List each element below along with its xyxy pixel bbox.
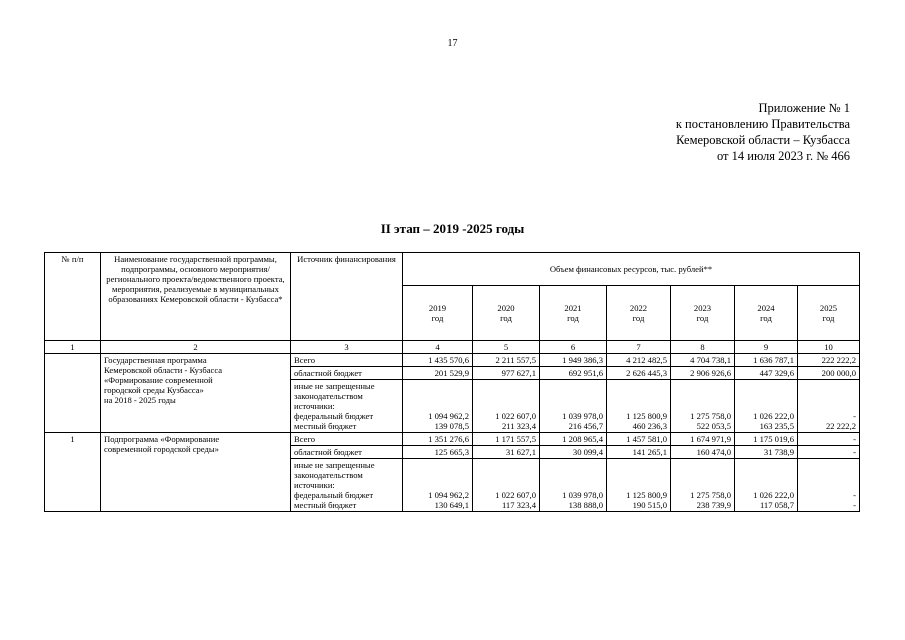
value-regional: 201 529,9 <box>403 367 473 380</box>
value-federal: 1 039 978,0 <box>562 490 603 500</box>
appendix-line: Кемеровской области – Кузбасса <box>676 133 850 147</box>
appendix-block <box>612 100 850 164</box>
value-total: - <box>798 433 860 446</box>
value-other <box>473 459 540 512</box>
row-number <box>45 354 101 433</box>
header-year-value: 2020 <box>497 303 515 313</box>
value-federal: 1 275 758,0 <box>690 490 731 500</box>
header-year-unit: год <box>760 313 772 323</box>
header-year <box>798 286 860 341</box>
value-local: 238 739,9 <box>696 500 731 510</box>
source-other <box>291 459 403 512</box>
value-total: 1 435 570,6 <box>403 354 473 367</box>
value-regional: 31 738,9 <box>735 446 798 459</box>
column-number: 9 <box>735 341 798 354</box>
value-other <box>540 380 607 433</box>
header-year <box>473 286 540 341</box>
header-year-value: 2023 <box>693 303 712 313</box>
source-other-line: иные не запрещенные <box>294 381 375 391</box>
value-local: 117 323,4 <box>501 500 536 510</box>
header-year-unit: год <box>567 313 579 323</box>
header-year-unit: год <box>696 313 709 323</box>
column-number: 4 <box>403 341 473 354</box>
value-regional: 692 951,6 <box>540 367 607 380</box>
value-federal: 1 275 758,0 <box>690 411 731 421</box>
header-year-value: 2025 <box>819 303 838 313</box>
header-year <box>671 286 735 341</box>
source-total: Всего <box>291 433 403 446</box>
row-number: 1 <box>45 433 101 512</box>
value-other <box>671 380 735 433</box>
value-local: 190 515,0 <box>632 500 667 510</box>
appendix-line: от 14 июля 2023 г. № 466 <box>716 149 850 163</box>
value-regional: 447 329,6 <box>735 367 798 380</box>
column-number: 8 <box>671 341 735 354</box>
column-number: 5 <box>473 341 540 354</box>
value-other <box>798 459 860 512</box>
appendix-line: к постановлению Правительства <box>675 117 850 131</box>
source-regional: областной бюджет <box>291 446 403 459</box>
value-other <box>671 459 735 512</box>
value-federal: - <box>853 411 857 421</box>
appendix-line: Приложение № 1 <box>758 101 850 115</box>
value-regional: 31 627,1 <box>473 446 540 459</box>
value-local: 139 078,5 <box>434 421 469 431</box>
value-federal: 1 094 962,2 <box>428 411 469 421</box>
value-regional: - <box>798 446 860 459</box>
value-federal: 1 022 607,0 <box>495 490 536 500</box>
header-source: Источник финансирования <box>291 253 403 341</box>
value-total: 1 208 965,4 <box>540 433 607 446</box>
value-total: 1 674 971,9 <box>671 433 735 446</box>
header-year-value: 2019 <box>428 303 447 313</box>
value-other <box>540 459 607 512</box>
header-year-value: 2021 <box>564 303 582 313</box>
row-name-line: современной городской среды» <box>104 444 219 454</box>
header-volume: Объем финансовых ресурсов, тыс. рублей** <box>403 253 860 286</box>
header-year <box>607 286 671 341</box>
value-total: 4 212 482,5 <box>607 354 671 367</box>
source-local: местный бюджет <box>294 500 357 510</box>
value-federal: 1 026 222,0 <box>753 411 794 421</box>
header-year-unit: год <box>431 313 444 323</box>
source-other-line: иные не запрещенные <box>294 460 375 470</box>
value-federal: 1 094 962,2 <box>428 490 469 500</box>
header-year <box>403 286 473 341</box>
value-total: 222 222,2 <box>798 354 860 367</box>
value-total: 1 171 557,5 <box>473 433 540 446</box>
value-federal: 1 125 800,9 <box>626 411 667 421</box>
value-local: 163 235,5 <box>759 421 794 431</box>
header-year-value: 2022 <box>629 303 648 313</box>
column-number: 7 <box>607 341 671 354</box>
value-total: 2 211 557,5 <box>473 354 540 367</box>
column-number: 1 <box>45 341 101 354</box>
stage-title: II этап – 2019 -2025 годы <box>380 221 525 236</box>
source-other-line: источники: <box>294 480 335 490</box>
value-local: 216 456,7 <box>568 421 603 431</box>
source-other-line: законодательством <box>294 470 363 480</box>
value-local: 138 888,0 <box>568 500 603 510</box>
source-other-line: источники: <box>294 401 335 411</box>
value-total: 1 351 276,6 <box>403 433 473 446</box>
page-number: 17 <box>447 38 458 49</box>
value-total: 1 949 386,3 <box>540 354 607 367</box>
value-regional: 977 627,1 <box>473 367 540 380</box>
source-federal: федеральный бюджет <box>294 411 374 421</box>
value-total: 1 175 019,6 <box>735 433 798 446</box>
row-name-line: Государственная программа <box>104 355 207 365</box>
value-regional: 125 665,3 <box>403 446 473 459</box>
value-local: 130 649,1 <box>434 500 469 510</box>
value-regional: 160 474,0 <box>671 446 735 459</box>
value-federal: 1 022 607,0 <box>495 411 536 421</box>
column-number: 3 <box>291 341 403 354</box>
value-federal: 1 039 978,0 <box>562 411 603 421</box>
value-other <box>403 459 473 512</box>
header-num: № п/п <box>45 253 101 341</box>
value-local: 211 323,4 <box>501 421 536 431</box>
header-name: Наименование государственной программы, подпрограммы, основного мероприятия/регионального проекта/ведомственного проекта, мероприятия, реализуемые в муниципальных образованиях Кемеровской области - Кузбасса* <box>101 253 291 341</box>
value-total: 1 457 581,0 <box>607 433 671 446</box>
value-local: 22 222,2 <box>825 421 857 431</box>
row-name-line: «Формирование современной <box>104 375 213 385</box>
value-federal: - <box>853 490 857 500</box>
column-number: 10 <box>798 341 860 354</box>
value-regional: 141 265,1 <box>607 446 671 459</box>
source-federal: федеральный бюджет <box>294 490 374 500</box>
value-local: 522 053,5 <box>696 421 731 431</box>
row-name-line: Кемеровской области - Кузбасса <box>104 365 223 375</box>
value-other <box>798 380 860 433</box>
table-row <box>45 433 860 446</box>
header-year <box>540 286 607 341</box>
value-local: 117 058,7 <box>759 500 794 510</box>
financing-table <box>44 252 860 512</box>
value-regional: 200 000,0 <box>798 367 860 380</box>
value-other <box>607 459 671 512</box>
value-regional: 2 626 445,3 <box>607 367 671 380</box>
header-year-unit: год <box>500 313 512 323</box>
value-total: 1 636 787,1 <box>735 354 798 367</box>
value-regional: 30 099,4 <box>540 446 607 459</box>
source-total: Всего <box>291 354 403 367</box>
column-number: 2 <box>101 341 291 354</box>
table-row <box>45 354 860 367</box>
value-other <box>473 380 540 433</box>
value-regional: 2 906 926,6 <box>671 367 735 380</box>
value-local: - <box>853 500 857 510</box>
source-other <box>291 380 403 433</box>
header-year-value: 2024 <box>757 303 775 313</box>
source-regional: областной бюджет <box>291 367 403 380</box>
row-name-line: на 2018 - 2025 годы <box>104 395 176 405</box>
header-year <box>735 286 798 341</box>
column-number: 6 <box>540 341 607 354</box>
header-year-unit: год <box>632 313 645 323</box>
value-local: 460 236,3 <box>632 421 667 431</box>
header-year-unit: год <box>822 313 835 323</box>
source-local: местный бюджет <box>294 421 357 431</box>
value-federal: 1 125 800,9 <box>626 490 667 500</box>
value-total: 4 704 738,1 <box>671 354 735 367</box>
value-other <box>735 380 798 433</box>
row-name-line: Подпрограмма «Формирование <box>104 434 220 444</box>
value-other <box>403 380 473 433</box>
source-other-line: законодательством <box>294 391 363 401</box>
value-other <box>735 459 798 512</box>
value-federal: 1 026 222,0 <box>753 490 794 500</box>
value-other <box>607 380 671 433</box>
row-name-line: городской среды Кузбасса» <box>104 385 204 395</box>
row-name <box>101 354 291 433</box>
row-name <box>101 433 291 512</box>
